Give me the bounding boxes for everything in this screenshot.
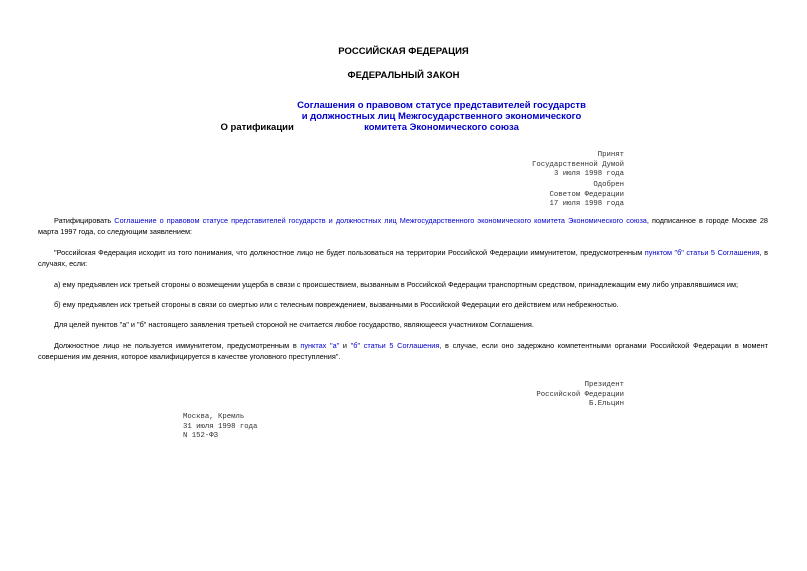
country-heading: РОССИЙСКАЯ ФЕДЕРАЦИЯ (338, 46, 469, 57)
adopted-by: Государственной Думой (532, 160, 624, 169)
paragraph-item-a: а) ему предъявлен иск третьей стороны о возмещении ущерба в связи с происшествием, вызванным в Российской Федерации транспортным средством, принадлежащим ему либо управлявшимся им; (54, 280, 739, 289)
title-prefix: О ратификации (220, 122, 297, 133)
signer-country: Российской Федерации (536, 390, 624, 399)
signing-date: 31 июля 1998 года (183, 422, 258, 431)
p2-start: "Российская Федерация исходит из того понимания, что должностное лицо не будет пользоваться на территории Российской Федерации иммунитетом, предусмотренным (54, 248, 645, 257)
p2-end: , в случаях, если: (38, 248, 768, 268)
approved-line: Одобрен (593, 181, 624, 189)
law-number: N 152-ФЗ (183, 432, 219, 440)
points-a-link[interactable]: пунктах "а" (300, 341, 340, 350)
approved-block (550, 181, 624, 210)
signer-title: Президент (584, 381, 624, 389)
approved-date: 17 июля 1998 года (549, 200, 624, 208)
paragraph-no-immunity (38, 341, 768, 362)
p6-end: , в случае, если оно задержано компетентными органами Российской Федерации в момент совершения им деяния, которое квалифицируется в качестве уголовного преступления". (38, 341, 768, 361)
p6-start: Должностное лицо не пользуется иммунитетом, предусмотренным в (54, 341, 301, 350)
agreement-link[interactable]: Соглашение о правовом статусе представителей государств и должностных лиц Межгосударственного экономического комитета Экономического союза (114, 216, 647, 225)
paragraph-item-b: б) ему предъявлен иск третьей стороны в связи со смертью или с телесным повреждением, вызванными в Российской Федерации его действием или небрежностью. (54, 300, 619, 309)
p1-start: Ратифицировать (54, 216, 115, 225)
agreement-title-link[interactable]: Соглашения о правовом статусе представителей государств и должностных лиц Межгосударственного экономического комитета Экономического союза (297, 100, 586, 133)
adopted-block (532, 151, 624, 180)
law-title (0, 100, 807, 133)
signer-name: Б.Ельцин (588, 400, 624, 408)
adopted-date: 3 июля 1998 года (553, 170, 624, 178)
paragraph-ratify (38, 216, 768, 237)
approved-by: Советом Федерации (549, 190, 624, 199)
place: Москва, Кремль (183, 413, 245, 421)
p6-mid: и (339, 341, 351, 350)
adopted-line: Принят (597, 151, 624, 159)
p1-end: , подписанное в городе Москве 28 марта 1997 года, со следующим заявлением: (38, 216, 768, 236)
paragraph-statement (38, 248, 768, 269)
paragraph-third-party: Для целей пунктов "а" и "б" настоящего заявления третьей стороной не считается любое государство, являющееся участником Соглашения. (54, 320, 534, 329)
signature-block (536, 381, 624, 410)
law-type-heading: ФЕДЕРАЛЬНЫЙ ЗАКОН (347, 70, 460, 81)
article-5-link[interactable]: "б" статьи 5 Соглашения (350, 341, 440, 350)
place-date-block (183, 413, 257, 442)
article-5b-link[interactable]: пунктом "б" статьи 5 Соглашения (644, 248, 760, 257)
